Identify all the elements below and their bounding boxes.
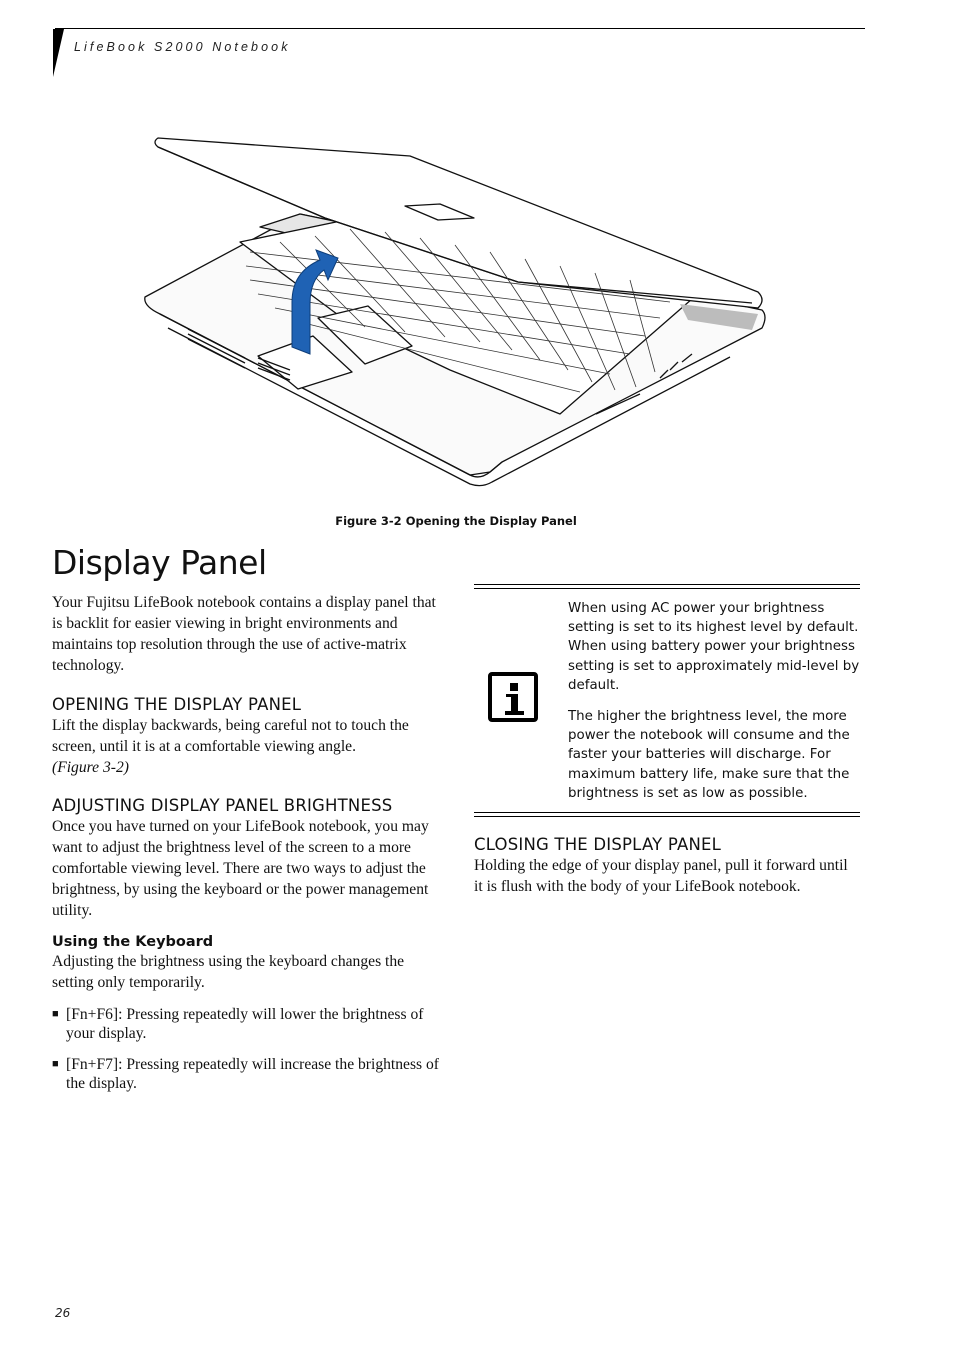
note-text: [568, 589, 860, 812]
opening-paragraph: [52, 715, 444, 778]
laptop-opening-illustration: [140, 132, 770, 487]
keyboard-paragraph: Adjusting the brightness using the keyboard changes the setting only temporarily.: [52, 953, 405, 991]
keyboard-subheading: Using the Keyboard: [52, 934, 214, 950]
adjusting-heading: ADJUSTING DISPLAY PANEL BRIGHTNESS: [52, 796, 393, 815]
closing-heading: CLOSING THE DISPLAY PANEL: [474, 835, 722, 855]
note-icon-cell: [474, 589, 568, 812]
adjusting-paragraph: Once you have turned on your LifeBook notebook, you may want to adjust the brightness level of the screen to a more comfortable viewing level. There are two ways to adjust the brightness, by using the keyboard or the power management utility.: [52, 818, 429, 919]
intro-paragraph: Your Fujitsu LifeBook notebook contains a display panel that is backlit for easier viewing in bright environments and maintains top resolution through the use of active-matrix technology.: [52, 594, 436, 674]
bullet-square-icon: ■: [52, 1058, 59, 1070]
running-header: LifeBook S2000 Notebook: [74, 40, 291, 54]
page-number: 26: [55, 1306, 71, 1320]
note-bottom-rule: [474, 812, 860, 817]
info-icon: [488, 672, 538, 722]
opening-heading: OPENING THE DISPLAY PANEL: [52, 695, 302, 714]
closing-paragraph: Holding the edge of your display panel, pull it forward until it is flush with the body of your LifeBook notebook.: [474, 857, 848, 896]
bullet-text: [Fn+F7]: Pressing repeatedly will increase the brightness of the display.: [66, 1056, 440, 1092]
note-paragraph: When using AC power your brightness setting is set to its highest level by default. When using battery power your brightness setting is set to approximately mid-level by default.: [568, 601, 860, 693]
bullet-text: [Fn+F6]: Pressing repeatedly will lower the brightness of your display.: [66, 1006, 424, 1042]
bullet-square-icon: ■: [52, 1008, 59, 1020]
bullet-item: [52, 1005, 444, 1043]
figure-caption: Figure 3-2 Opening the Display Panel: [335, 514, 577, 528]
header-tab-marker: [53, 29, 64, 77]
bullet-item: [52, 1055, 444, 1093]
page-title: Display Panel: [52, 543, 267, 582]
right-column: [474, 584, 860, 897]
header-rule: [55, 28, 865, 29]
note-box: [474, 589, 860, 812]
figure-reference: (Figure 3-2): [52, 759, 129, 776]
opening-text: Lift the display backwards, being careful not to touch the screen, until it is at a comfortable viewing angle.: [52, 717, 409, 755]
left-column: [52, 592, 444, 1093]
note-paragraph: The higher the brightness level, the more power the notebook will consume and the faster your batteries will discharge. For maximum battery life, make sure that the brightness is set as low as possible.: [568, 709, 850, 801]
